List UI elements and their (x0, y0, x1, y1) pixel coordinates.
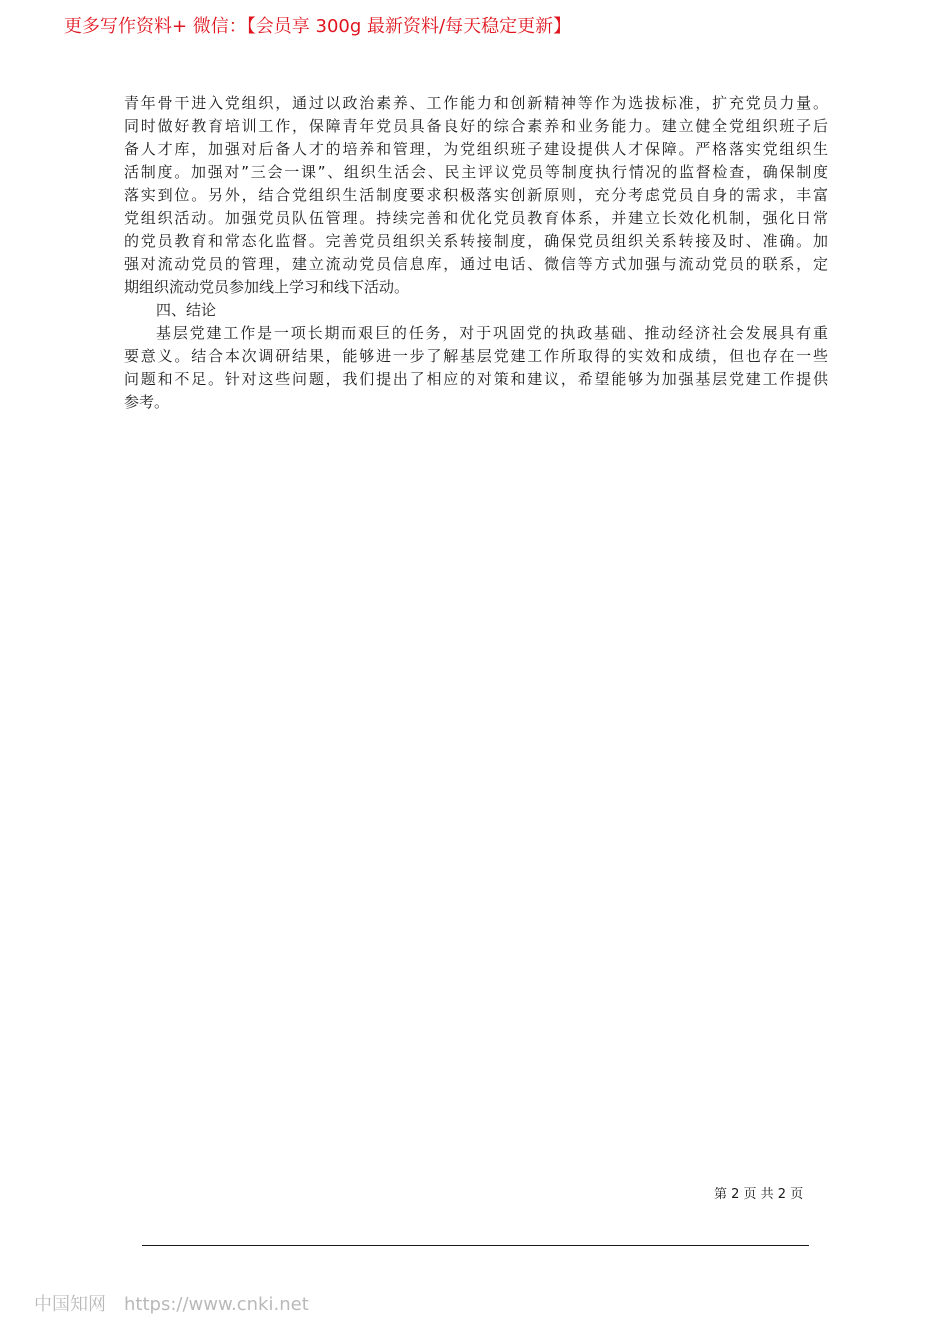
body-line: 强对流动党员的管理，建立流动党员信息库，通过电话、微信等方式加强与流动党员的联系，定 (124, 255, 828, 273)
watermark (34, 1293, 309, 1317)
body-line: 期组织流动党员参加线上学习和线下活动。 (124, 278, 410, 296)
body-line: 党组织活动。加强党员队伍管理。持续完善和优化党员教育体系，并建立长效化机制，强化日常 (124, 209, 828, 227)
watermark-url: https://www.cnki.net (124, 1294, 309, 1315)
promo-banner: 更多写作资料+ 微信：【会员享 300g 最新资料/每天稳定更新】 (64, 16, 572, 37)
page-number: 第 2 页 共 2 页 (714, 1187, 804, 1202)
conclusion-line: 问题和不足。针对这些问题，我们提出了相应的对策和建议，希望能够为加强基层党建工作提供 (124, 370, 828, 388)
footer-divider (142, 1245, 809, 1246)
conclusion-line: 参考。 (124, 393, 170, 411)
section-heading: 四、结论 (156, 301, 217, 319)
document-body (124, 92, 828, 414)
conclusion-line: 基层党建工作是一项长期而艰巨的任务，对于巩固党的执政基础、推动经济社会发展具有重 (156, 324, 828, 342)
watermark-brand: 中国知网 (34, 1294, 106, 1315)
conclusion-line: 要意义。结合本次调研结果，能够进一步了解基层党建工作所取得的实效和成绩，但也存在一些 (124, 347, 828, 365)
body-line: 同时做好教育培训工作，保障青年党员具备良好的综合素养和业务能力。建立健全党组织班子后 (124, 117, 828, 135)
body-line: 的党员教育和常态化监督。完善党员组织关系转接制度，确保党员组织关系转接及时、准确。加 (124, 232, 828, 250)
body-line: 青年骨干进入党组织，通过以政治素养、工作能力和创新精神等作为选拔标准，扩充党员力量。 (124, 94, 828, 112)
body-line: 落实到位。另外，结合党组织生活制度要求积极落实创新原则，充分考虑党员自身的需求，丰富 (124, 186, 828, 204)
body-line: 备人才库，加强对后备人才的培养和管理，为党组织班子建设提供人才保障。严格落实党组织生 (124, 140, 828, 158)
body-line: 活制度。加强对”三会一课”、组织生活会、民主评议党员等制度执行情况的监督检查，确保制度 (124, 163, 828, 181)
